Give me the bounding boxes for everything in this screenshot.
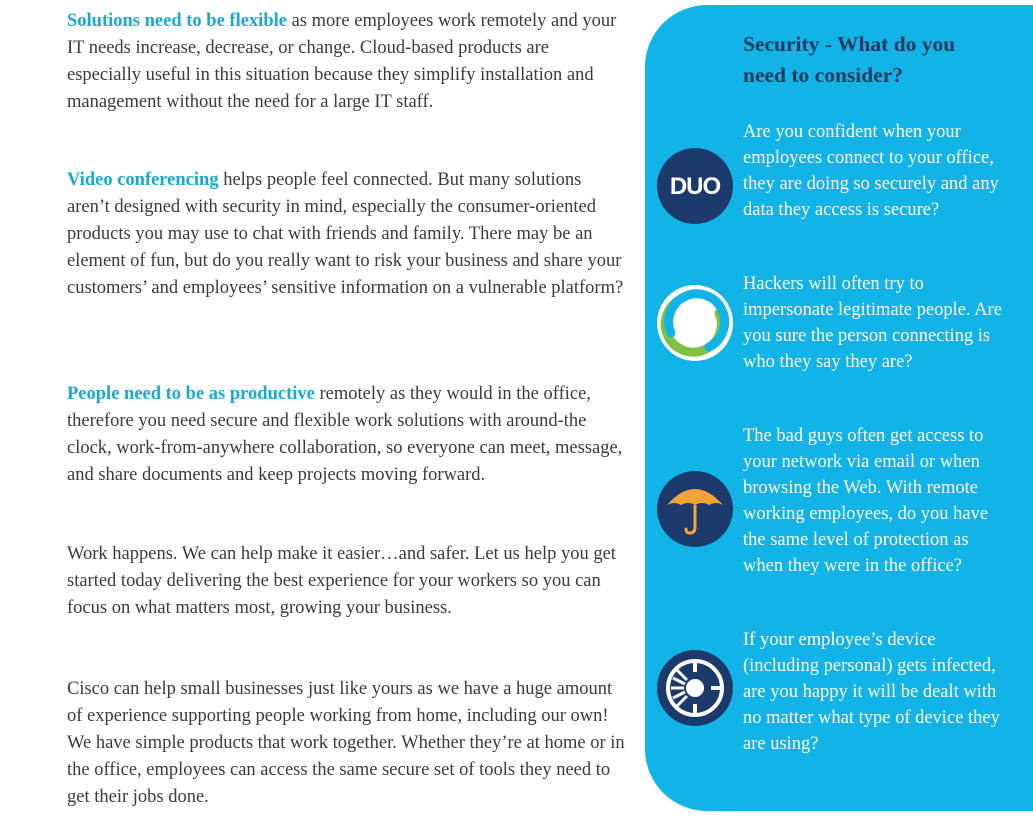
paragraph-cisco-text: Cisco can help small businesses just like yours as we have a huge amount of experience supporting people working from home, including our own! We have simple products that work together. Whether they’re at home or in the office, employees can access the same secure set of tools they need to get their jobs done. xyxy=(67,679,625,807)
paragraph-productive-text: remotely as they would in the office, therefore you need secure and flexible work solutions with around-the clock, work-from-anywhere collaboration, so everyone can meet, message, and share documents and keep projects moving forward. xyxy=(67,384,623,485)
paragraph-productive xyxy=(67,381,627,489)
paragraph-flexible xyxy=(67,8,627,116)
duo-logo-icon xyxy=(657,148,733,224)
amp-endpoint-icon xyxy=(657,650,733,726)
webex-logo-icon xyxy=(657,285,733,361)
umbrella-icon xyxy=(657,471,733,547)
question-impersonation: Hackers will often try to impersonate legitimate people. Are you sure the person connecting is who they say they are? xyxy=(743,274,1002,372)
paragraph-work-happens xyxy=(67,541,627,622)
question-secure-connection: Are you confident when your employees connect to your office, they are doing so securely and any data they access is secure? xyxy=(743,122,999,220)
question-device-infected: If your employee’s device (including personal) gets infected, are you happy it will be dealt with no matter what type of device they are using? xyxy=(743,630,1000,754)
paragraph-work-happens-text: Work happens. We can help make it easier…and safer. Let us help you get started today delivering the best experience for your workers so you can focus on what matters most, growing your business. xyxy=(67,544,616,618)
duo-logo-text: DUO xyxy=(669,173,721,200)
panel-title: Security - What do you need to consider? xyxy=(743,32,956,87)
highlight-productive: People need to be as productive xyxy=(67,384,315,404)
highlight-video-conferencing: Video conferencing xyxy=(67,170,219,190)
paragraph-video-conferencing xyxy=(67,167,627,302)
paragraph-cisco xyxy=(67,676,627,811)
paragraph-video-conferencing-text: helps people feel connected. But many solutions aren’t designed with security in mind, especially the consumer-oriented products you may use to chat with friends and family. There may be an element of fun, but do you really want to risk your business and share your customers’ and employees’ sensitive information on a vulnerable platform? xyxy=(67,170,624,298)
question-email-web: The bad guys often get access to your network via email or when browsing the Web. With remote working employees, do you have the same level of protection as when they were in the office? xyxy=(743,426,989,576)
highlight-flexible: Solutions need to be flexible xyxy=(67,11,287,31)
paragraph-flexible-text: as more employees work remotely and your IT needs increase, decrease, or change. Cloud-based products are especially useful in this situation because they simplify installation and management without the need for a large IT staff. xyxy=(67,11,617,112)
security-panel xyxy=(645,5,1033,811)
